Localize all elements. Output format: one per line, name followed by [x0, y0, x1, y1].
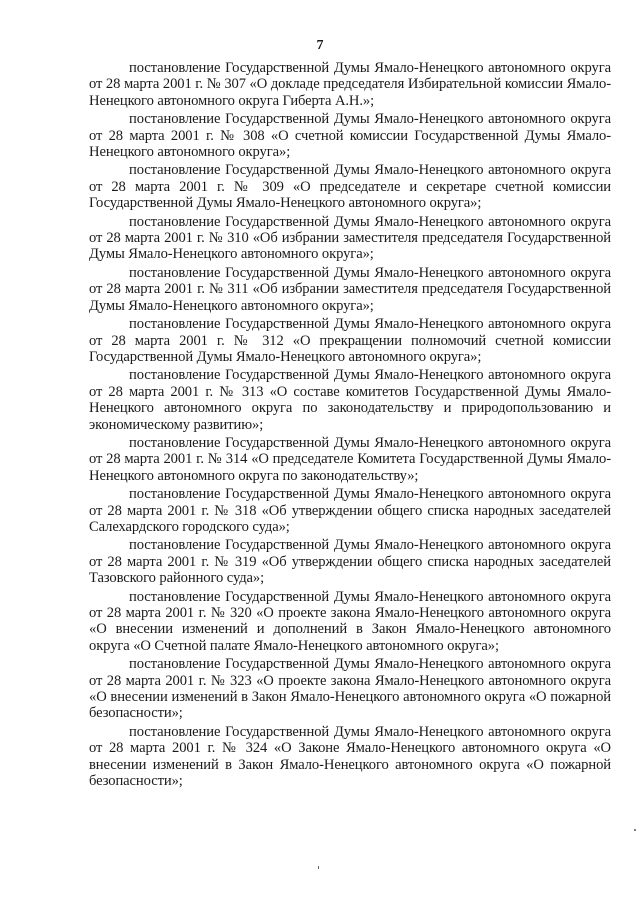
page-number: 7 [316, 38, 324, 53]
list-item: постановление Государственной Думы Ямало-Ненецкого автономного округа от 28 марта 2001 г. № 323 «О проекте закона Ямало-Ненецкого автономного округа «О внесении изменений в Закон Ямало-Ненецкого автономного округа «О пожарной безопасности»; [89, 656, 611, 722]
scan-speck [318, 866, 319, 869]
list-item: постановление Государственной Думы Ямало-Ненецкого автономного округа от 28 марта 2001 г. № 308 «О счетной комиссии Государственной Думы Ямало-Ненецкого автономного округа»; [89, 111, 611, 161]
list-item: постановление Государственной Думы Ямало-Ненецкого автономного округа от 28 марта 2001 г. № 311 «Об избрании заместителя председателя Государственной Думы Ямало-Ненецкого автономного округа»; [89, 264, 611, 314]
scan-speck [634, 829, 636, 831]
document-body [89, 60, 611, 791]
list-item: постановление Государственной Думы Ямало-Ненецкого автономного округа от 28 марта 2001 г. № 324 «О Законе Ямало-Ненецкого автономного округа «О внесении изменений в Закон Ямало-Ненецкого автономного округа «О пожарной безопасности»; [89, 723, 611, 790]
list-item: постановление Государственной Думы Ямало-Ненецкого автономного округа от 28 марта 2001 г. № 318 «Об утверждении общего списка народных заседателей Салехардского городского суда»; [89, 486, 611, 535]
list-item: постановление Государственной Думы Ямало-Ненецкого автономного округа от 28 марта 2001 г. № 310 «Об избрании заместителя председателя Государственной Думы Ямало-Ненецкого автономного округа»; [89, 213, 611, 263]
list-item: постановление Государственной Думы Ямало-Ненецкого автономного округа от 28 марта 2001 г. № 309 «О председателе и секретаре счетной комиссии Государственной Думы Ямало-Ненецкого автономного округа»; [89, 162, 611, 212]
list-item: постановление Государственной Думы Ямало-Ненецкого автономного округа от 28 марта 2001 г. № 320 «О проекте закона Ямало-Ненецкого автономного округа «О внесении изменений и дополнений в Закон Ямало-Ненецкого автономного округа «О Счетной палате Ямало-Ненецкого автономного округа»; [89, 588, 611, 654]
list-item: постановление Государственной Думы Ямало-Ненецкого автономного округа от 28 марта 2001 г. № 307 «О докладе председателя Избирательной комиссии Ямало-Ненецкого автономного округа Гиберта А.Н.»; [89, 60, 611, 109]
list-item: постановление Государственной Думы Ямало-Ненецкого автономного округа от 28 марта 2001 г. № 319 «Об утверждении общего списка народных заседателей Тазовского районного суда»; [89, 537, 611, 587]
list-item: постановление Государственной Думы Ямало-Ненецкого автономного округа от 28 марта 2001 г. № 313 «О составе комитетов Государственной Думы Ямало-Ненецкого автономного округа по законодательству и природопользованию и экономическому развитию»; [89, 367, 611, 433]
list-item: постановление Государственной Думы Ямало-Ненецкого автономного округа от 28 марта 2001 г. № 314 «О председателе Комитета Государственной Думы Ямало-Ненецкого автономного округа по законодательству»; [89, 434, 611, 484]
list-item: постановление Государственной Думы Ямало-Ненецкого автономного округа от 28 марта 2001 г. № 312 «О прекращении полномочий счетной комиссии Государственной Думы Ямало-Ненецкого автономного округа»; [89, 316, 611, 365]
